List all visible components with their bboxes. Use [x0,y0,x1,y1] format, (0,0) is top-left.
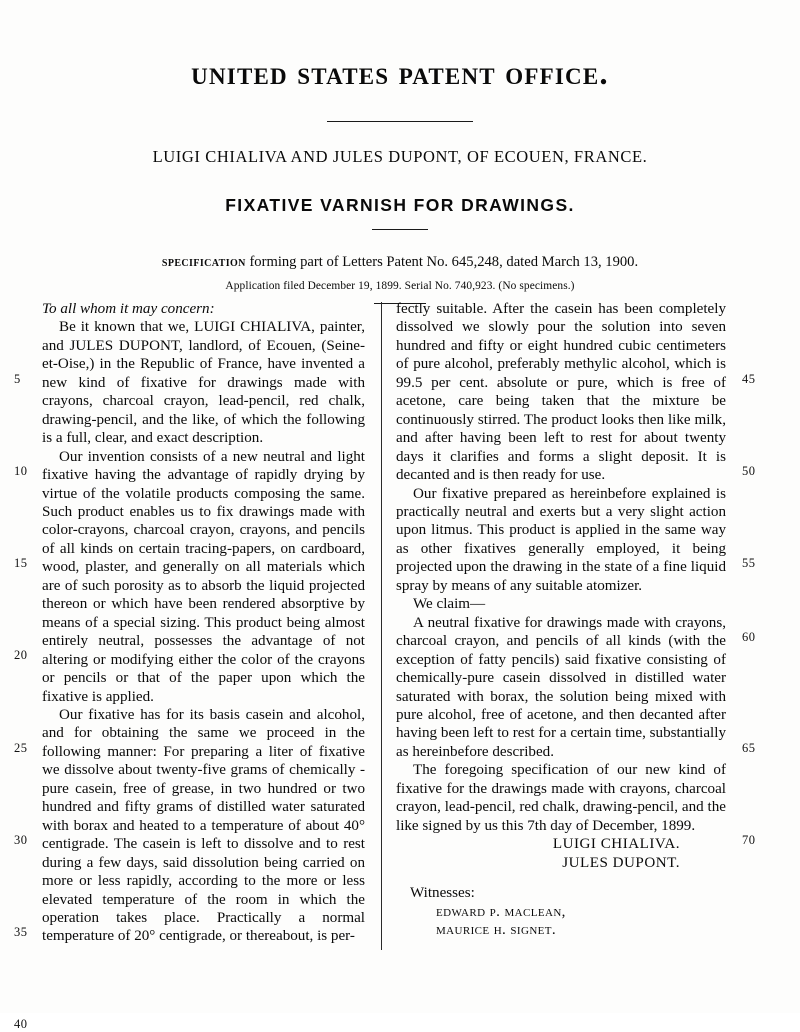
witness-name: edward p. maclean, [436,903,566,920]
line-number: 20 [14,648,28,662]
signature: JULES DUPONT. [562,854,680,871]
signature-block [396,835,726,872]
witness-block [396,884,726,940]
inventor-line: LUIGI CHIALIVA AND JULES DUPONT, OF ECOUEN, FRANCE. [152,147,648,166]
invention-title: FIXATIVE VARNISH FOR DRAWINGS. [225,195,575,215]
specification-label: specification [161,254,246,270]
line-number: 15 [14,556,28,570]
signature: LUIGI CHIALIVA. [552,836,680,853]
claim-intro: We claim— [413,596,486,613]
application-line: Application filed December 19, 1899. Serial No. 740,923. (No specimens.) [225,280,575,292]
line-number: 25 [14,741,28,755]
left-column [42,300,365,946]
paragraph: Our fixative prepared as hereinbefore explained is practically neutral and exerts but a very slight action upon litmus. This product is applied in the same way as other fixatives generally employed, it being projected upon the drawing in the state of a fine liquid spray by means of any suitable atomizer. [396,485,726,594]
line-number: 60 [742,630,756,644]
line-number: 70 [742,833,756,847]
salutation: To all whom it may concern: [42,301,215,317]
line-number: 65 [742,741,756,755]
paragraph: Our fixative has for its basis casein and alcohol, and for obtaining the same we proceed in the following manner: For preparing a liter of fixative we dissolve about twenty-five grams of chemically - pure casein, free of grease, in two hundred or two hundred and fifty grams of distilled water saturated with borax and heated to a temperature of about 40° centigrade. The casein is left to dissolve and to rest during a few days, said dissolution being carried on more or less rapidly, according to the more or less elevated temperature of the room in which the operation takes place. Practically a normal temperature of 20° centigrade, or thereabout, is per- [42,706,365,945]
claim-paragraph: A neutral fixative for drawings made with crayons, charcoal crayon, and pencils of all kinds (with the exception of fatty pencils) said fixative consisting of chemically-pure casein dissolved in distilled water saturated with borax, the solution being mixed with pure alcohol, free of acetone, and then decanted after having been left to rest for a certain time, substantially as hereinbefore described. [396,614,726,760]
page-title: united states patent office. [191,56,609,92]
line-number: 50 [742,464,756,478]
header-divider-rule [327,121,473,122]
paragraph: fectly suitable. After the casein has been completely dissolved we slowly pour the solution into seven hundred and fifty or eight hundred cubic centimeters of pure alcohol, preferably methylic alcohol, which is 99.5 per cent. absolute or pure, which is free of acetone, care being taken that the mixture be continuously stirred. The product looks then like milk, and after having been left to rest for about twenty days it clarifies and forms a slight deposit. It is decanted and is then ready for use. [396,301,726,484]
line-number: 45 [742,372,756,386]
line-number: 40 [14,1017,28,1031]
title-divider-rule [372,229,428,230]
specification-detail: forming part of Letters Patent No. 645,248, dated March 13, 1900. [245,254,639,270]
line-number: 10 [14,464,28,478]
line-number: 5 [14,372,21,386]
body-columns [0,300,800,1031]
right-column [396,300,726,940]
paragraph: The foregoing specification of our new kind of fixative for the drawings made with crayons, charcoal crayon, lead-pencil, red chalk, drawing-pencil, and the like signed by us this 7th day of December, 1899. [396,762,726,834]
specification-line [0,254,800,271]
line-number: 30 [14,833,28,847]
witness-label: Witnesses: [410,884,475,901]
masthead [0,0,800,304]
paragraph: Be it known that we, LUIGI CHIALIVA, painter, and JULES DUPONT, landlord, of Ecouen, (Seine-et-Oise,) in the Republic of France, have invented a new kind of fixative for drawings made with crayons, charcoal crayon, lead-pencil, red chalk, drawing-pencil, and the like, of which the following is a full, clear, and exact description. [42,319,365,447]
witness-name: maurice h. signet. [436,922,557,939]
line-number: 55 [742,556,756,570]
line-number: 35 [14,925,28,939]
paragraph: Our invention consists of a new neutral and light fixative having the advantage of rapidly drying by virtue of the volatile products composing the same. Such product enables us to fix drawings made with color-crayons, charcoal crayon, crayons, and pencils of all kinds on certain tracing-papers, on cardboard, wood, plaster, and generally on all materials which are of such porosity as to absorb the liquid projected thereon or which have been rendered absorptive by means of a special sizing. This product being almost entirely neutral, possesses the advantage of not altering or modifying either the color of the crayons or pencils or that of the paper upon which the fixative is applied. [42,448,365,705]
column-divider [381,302,382,950]
